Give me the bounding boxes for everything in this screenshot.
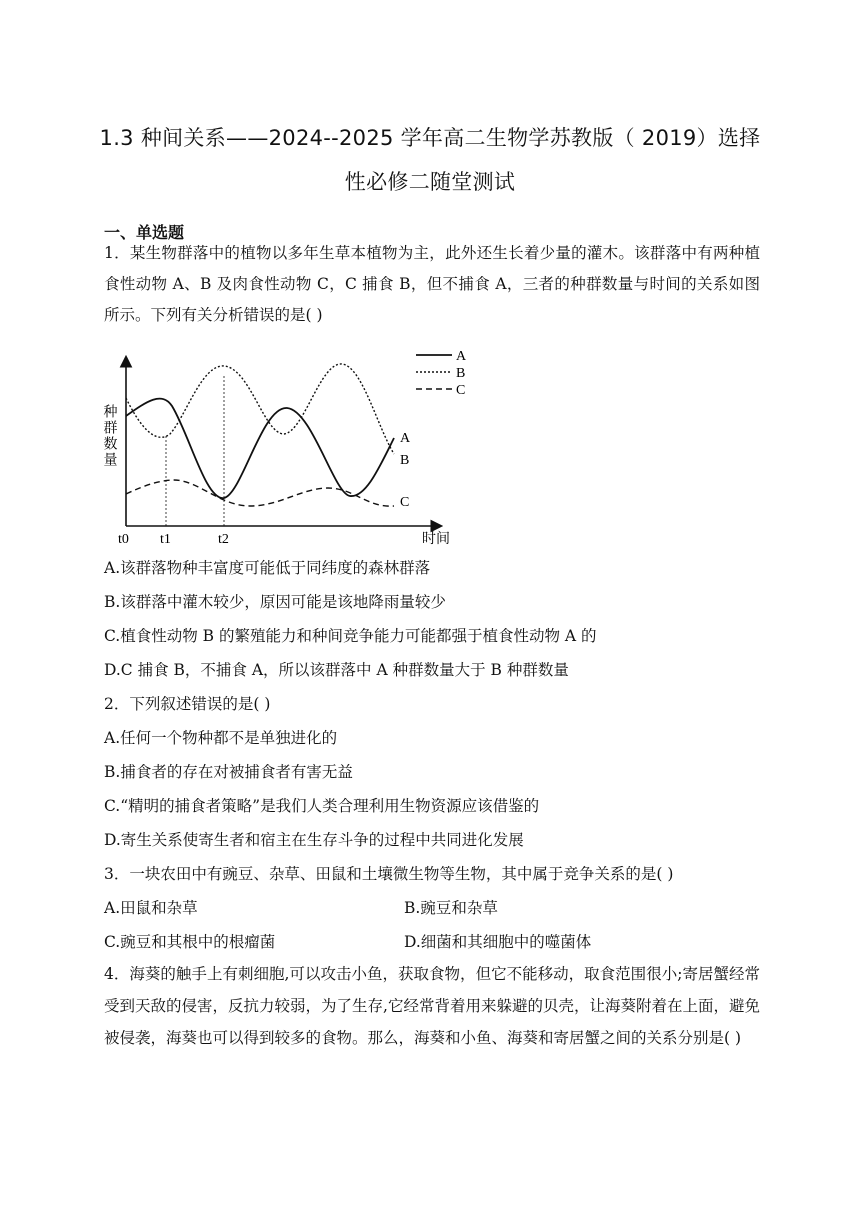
question-1-stem: 1．某生物群落中的植物以多年生草本植物为主，此外还生长着少量的灌木。该群落中有两种植食性动物 A、B 及肉食性动物 C，C 捕食 B，但不捕食 A，三者的种群数量与时间的关系如图所示。下列有关分析错误的是( ) [104, 244, 760, 324]
end-label-a: A [400, 431, 411, 446]
legend-b: B [456, 366, 466, 381]
document-title [80, 116, 780, 204]
q3-option-a: A.田鼠和杂草 [104, 899, 198, 917]
q2-option-a: A.任何一个物种都不是单独进化的 [104, 729, 338, 747]
q3-option-b: B.豌豆和杂草 [404, 899, 498, 917]
q1-option-a: A.该群落物种丰富度可能低于同纬度的森林群落 [104, 559, 431, 577]
q3-option-d: D.细菌和其细胞中的噬菌体 [404, 933, 592, 951]
population-figure [102, 346, 472, 546]
q1-option-b: B.该群落中灌木较少，原因可能是该地降雨量较少 [104, 593, 446, 611]
legend-a: A [456, 349, 467, 364]
question-2-stem: 2．下列叙述错误的是( ) [104, 695, 271, 713]
end-label-c: C [400, 495, 410, 510]
title-line-2: 性必修二随堂测试 [344, 170, 516, 194]
end-label-b: B [400, 453, 410, 468]
tick-t0: t0 [118, 532, 129, 546]
q2-option-b: B.捕食者的存在对被捕食者有害无益 [104, 763, 353, 781]
title-line-1: 1.3 种间关系——2024--2025 学年高二生物学苏教版（ 2019）选择 [99, 126, 761, 150]
q2-option-c: C.“精明的捕食者策略”是我们人类合理利用生物资源应该借鉴的 [104, 797, 540, 815]
q2-option-d: D.寄生关系使寄生者和宿主在生存斗争的过程中共同进化发展 [104, 831, 524, 849]
section-heading: 一、单选题 [104, 223, 185, 242]
y-label: 种群数量 [102, 404, 117, 468]
question-3-stem: 3．一块农田中有豌豆、杂草、田鼠和土壤微生物等生物，其中属于竞争关系的是( ) [104, 865, 674, 883]
question-4-stem: 4．海葵的触手上有刺细胞,可以攻击小鱼，获取食物，但它不能移动，取食范围很小;寄居蟹经常受到天敌的侵害，反抗力较弱，为了生存,它经常背着用来躲避的贝壳，让海葵附着在上面，避免被侵袭，海葵也可以得到较多的食物。那么，海葵和小鱼、海葵和寄居蟹之间的关系分别是( ) [104, 965, 760, 1047]
q1-option-c: C.植食性动物 B 的繁殖能力和种间竞争能力可能都强于植食性动物 A 的 [104, 627, 597, 645]
legend-c: C [456, 383, 466, 398]
tick-t2: t2 [218, 532, 229, 546]
tick-t1: t1 [160, 532, 171, 546]
q3-option-c: C.豌豆和其根中的根瘤菌 [104, 933, 276, 951]
x-label: 时间 [422, 532, 450, 546]
q1-option-d: D.C 捕食 B，不捕食 A，所以该群落中 A 种群数量大于 B 种群数量 [104, 661, 569, 679]
